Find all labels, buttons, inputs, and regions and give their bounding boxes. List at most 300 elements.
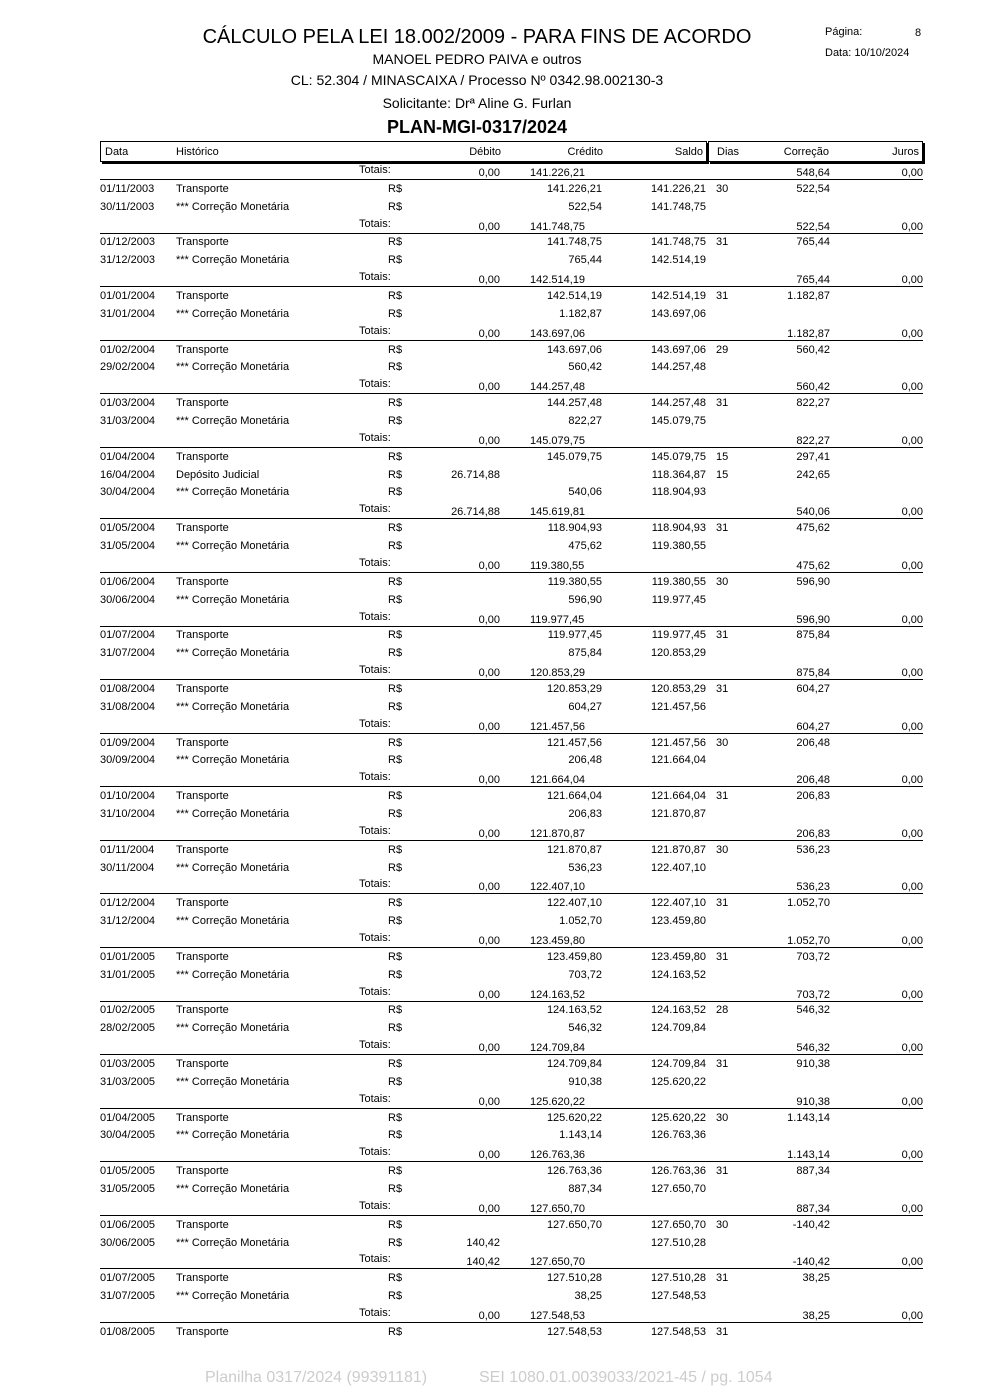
totals-juros: 0,00 <box>901 667 923 680</box>
row-date: 01/12/2004 <box>100 897 156 910</box>
row-credito: 1.182,87 <box>559 307 602 320</box>
row-historico: Depósito Judicial <box>176 468 260 481</box>
totals-debito: 0,00 <box>478 381 500 394</box>
row-dias: 31 <box>716 1325 729 1338</box>
totals-debito: 0,00 <box>478 667 500 680</box>
row-saldo: 125.620,22 <box>650 1111 706 1124</box>
row-saldo: 141.748,75 <box>650 236 706 249</box>
totals-correcao: 765,44 <box>796 274 830 287</box>
row-dias: 31 <box>716 236 729 249</box>
row-credito: 127.548,53 <box>546 1325 602 1338</box>
totals-correcao: 540,06 <box>796 506 830 519</box>
row-currency: R$ <box>388 915 403 928</box>
totals-label: Totais: <box>359 1146 391 1159</box>
row-historico: Transporte <box>176 397 229 410</box>
row-dias: 31 <box>716 790 729 803</box>
row-historico: *** Correção Monetária <box>176 486 290 499</box>
totals-debito: 0,00 <box>478 613 500 626</box>
row-currency: R$ <box>388 415 403 428</box>
requester-line: Solicitante: Drª Aline G. Furlan <box>382 95 572 111</box>
table-row <box>0 681 989 698</box>
totals-label: Totais: <box>359 1199 391 1212</box>
column-header-left-box <box>100 141 707 162</box>
row-currency: R$ <box>388 1325 403 1338</box>
row-historico: *** Correção Monetária <box>176 415 290 428</box>
totals-row <box>100 770 923 787</box>
row-debito: 140,42 <box>466 1236 500 1249</box>
row-currency: R$ <box>388 1111 403 1124</box>
totals-correcao: 522,54 <box>796 220 830 233</box>
row-credito: 38,25 <box>574 1290 602 1303</box>
totals-correcao: 887,34 <box>796 1202 830 1215</box>
row-currency: R$ <box>388 236 403 249</box>
row-date: 01/09/2004 <box>100 736 156 749</box>
totals-label: Totais: <box>359 1039 391 1052</box>
row-historico: Transporte <box>176 736 229 749</box>
row-credito: 1.143,14 <box>559 1129 602 1142</box>
row-saldo: 118.364,87 <box>651 468 706 481</box>
row-credito: 124.709,84 <box>546 1058 602 1070</box>
row-currency: R$ <box>388 522 403 535</box>
row-dias: 30 <box>716 736 729 749</box>
row-dias: 31 <box>716 682 729 695</box>
row-date: 30/04/2004 <box>100 486 156 499</box>
row-date: 01/06/2004 <box>100 575 156 588</box>
col-debito: Débito <box>469 146 501 158</box>
table-row <box>0 252 989 269</box>
row-correcao: 875,84 <box>796 629 830 642</box>
totals-label: Totais: <box>359 431 391 444</box>
row-historico: Transporte <box>176 682 229 695</box>
row-saldo: 123.459,80 <box>650 915 706 928</box>
totals-juros: 0,00 <box>901 1310 923 1323</box>
row-currency: R$ <box>388 593 403 606</box>
totals-debito: 0,00 <box>478 827 500 840</box>
totals-credito: 122.407,10 <box>530 881 586 894</box>
row-saldo: 127.650,70 <box>650 1183 706 1196</box>
row-date: 16/04/2004 <box>100 468 156 481</box>
row-credito: 206,48 <box>568 754 602 767</box>
row-historico: Transporte <box>176 843 229 856</box>
totals-juros: 0,00 <box>901 506 923 519</box>
row-historico: *** Correção Monetária <box>176 593 290 606</box>
table-row <box>0 306 989 323</box>
row-date: 01/08/2005 <box>100 1325 156 1338</box>
col-data: Data <box>105 146 129 158</box>
row-currency: R$ <box>388 1165 403 1178</box>
col-credito: Crédito <box>567 146 603 158</box>
row-saldo: 123.459,80 <box>650 950 706 963</box>
totals-credito: 127.548,53 <box>530 1310 586 1323</box>
totals-row <box>100 1038 923 1055</box>
table-row <box>0 895 989 912</box>
row-correcao: 604,27 <box>796 682 830 695</box>
row-currency: R$ <box>388 700 403 713</box>
row-credito: 875,84 <box>568 647 602 660</box>
row-saldo: 141.748,75 <box>650 200 706 213</box>
totals-juros: 0,00 <box>901 988 923 1001</box>
row-date: 30/06/2004 <box>100 593 156 606</box>
row-saldo: 144.257,48 <box>650 361 706 374</box>
table-row <box>0 181 989 198</box>
totals-debito: 0,00 <box>478 934 500 947</box>
totals-credito: 121.870,87 <box>530 827 586 840</box>
row-historico: Transporte <box>176 575 229 588</box>
totals-juros: 0,00 <box>901 1095 923 1108</box>
totals-label: Totais: <box>359 556 391 569</box>
row-currency: R$ <box>388 897 403 910</box>
row-saldo: 145.079,75 <box>650 450 706 463</box>
row-credito: 141.748,75 <box>546 236 602 249</box>
row-date: 31/03/2004 <box>100 415 156 428</box>
plan-code: PLAN-MGI-0317/2024 <box>386 117 568 137</box>
row-currency: R$ <box>388 1218 403 1231</box>
table-row <box>0 413 989 430</box>
totals-row <box>100 1306 923 1323</box>
row-currency: R$ <box>388 682 403 695</box>
row-date: 31/07/2005 <box>100 1290 156 1303</box>
row-saldo: 121.457,56 <box>650 700 706 713</box>
row-date: 30/11/2003 <box>100 200 155 213</box>
row-saldo: 121.664,04 <box>650 790 706 803</box>
row-dias: 31 <box>716 897 729 910</box>
totals-juros: 0,00 <box>901 327 923 340</box>
row-saldo: 141.226,21 <box>650 182 706 195</box>
row-currency: R$ <box>388 1236 403 1249</box>
row-saldo: 118.904,93 <box>651 486 706 499</box>
row-historico: Transporte <box>176 343 229 356</box>
row-correcao: 703,72 <box>796 950 830 963</box>
row-credito: 522,54 <box>568 200 602 213</box>
row-correcao: -140,42 <box>792 1218 830 1231</box>
row-date: 01/01/2004 <box>100 290 156 303</box>
row-historico: *** Correção Monetária <box>176 1129 290 1142</box>
row-credito: 145.079,75 <box>546 450 602 463</box>
totals-correcao: 206,83 <box>796 827 830 840</box>
row-historico: Transporte <box>176 629 229 642</box>
row-credito: 124.163,52 <box>546 1004 602 1017</box>
row-historico: *** Correção Monetária <box>176 754 290 767</box>
row-dias: 31 <box>716 1272 729 1285</box>
row-historico: Transporte <box>176 1218 229 1231</box>
row-currency: R$ <box>388 629 403 642</box>
totals-row <box>100 270 923 287</box>
totals-juros: 0,00 <box>901 774 923 787</box>
row-historico: *** Correção Monetária <box>176 861 290 874</box>
row-credito: 142.514,19 <box>546 290 602 303</box>
row-historico: Transporte <box>176 290 229 303</box>
row-dias: 30 <box>716 182 729 195</box>
row-date: 29/02/2004 <box>100 361 156 374</box>
row-debito: 26.714,88 <box>451 468 500 481</box>
row-historico: *** Correção Monetária <box>176 200 290 213</box>
row-date: 01/04/2004 <box>100 450 156 463</box>
totals-correcao: 1.182,87 <box>787 327 830 340</box>
table-row <box>0 949 989 966</box>
totals-row <box>100 324 923 341</box>
table-row <box>0 735 989 752</box>
totals-juros: 0,00 <box>901 274 923 287</box>
row-historico: Transporte <box>176 236 229 249</box>
row-correcao: 546,32 <box>796 1004 830 1017</box>
row-date: 01/02/2005 <box>100 1004 156 1017</box>
row-date: 01/06/2005 <box>100 1218 156 1231</box>
row-date: 01/07/2005 <box>100 1272 156 1285</box>
col-historico: Histórico <box>176 146 219 158</box>
row-historico: *** Correção Monetária <box>176 968 290 981</box>
row-dias: 31 <box>716 950 729 963</box>
totals-debito: 0,00 <box>478 1310 500 1323</box>
totals-credito: 144.257,48 <box>530 381 586 394</box>
row-date: 31/03/2005 <box>100 1075 156 1088</box>
totals-debito: 140,42 <box>466 1256 500 1269</box>
totals-credito: 124.709,84 <box>530 1042 586 1055</box>
table-row <box>0 1127 989 1144</box>
table-row <box>0 1002 989 1019</box>
row-historico: *** Correção Monetária <box>176 540 290 553</box>
totals-correcao: 548,64 <box>796 167 830 179</box>
row-saldo: 119.380,55 <box>651 575 706 588</box>
row-correcao: 596,90 <box>796 575 830 588</box>
totals-credito: 121.457,56 <box>530 720 586 733</box>
totals-label: Totais: <box>359 1253 391 1266</box>
row-dias: 28 <box>716 1004 729 1017</box>
totals-juros: 0,00 <box>901 934 923 947</box>
row-date: 30/11/2004 <box>100 861 155 874</box>
row-historico: *** Correção Monetária <box>176 1183 290 1196</box>
row-currency: R$ <box>388 1290 403 1303</box>
totals-label: Totais: <box>359 1307 391 1320</box>
totals-credito: 127.650,70 <box>530 1202 586 1215</box>
row-historico: *** Correção Monetária <box>176 1022 290 1035</box>
row-saldo: 124.163,52 <box>650 1004 706 1017</box>
totals-label: Totais: <box>359 771 391 784</box>
row-historico: Transporte <box>176 950 229 963</box>
row-date: 01/11/2003 <box>100 182 155 195</box>
totals-correcao: 38,25 <box>802 1310 830 1323</box>
table-row <box>0 342 989 359</box>
col-juros: Juros <box>892 146 919 158</box>
row-saldo: 127.510,28 <box>650 1236 706 1249</box>
row-date: 31/05/2004 <box>100 540 156 553</box>
footer-sei: SEI 1080.01.0039033/2021-45 / pg. 1054 <box>479 1369 773 1386</box>
totals-juros: 0,00 <box>901 613 923 626</box>
table-row <box>0 467 989 484</box>
row-date: 01/03/2005 <box>100 1058 156 1070</box>
row-dias: 31 <box>716 1165 729 1178</box>
totals-debito: 0,00 <box>478 274 500 287</box>
totals-label: Totais: <box>359 378 391 391</box>
row-date: 01/10/2004 <box>100 790 156 803</box>
row-correcao: 560,42 <box>796 343 830 356</box>
row-saldo: 124.163,52 <box>650 968 706 981</box>
row-currency: R$ <box>388 1129 403 1142</box>
row-dias: 15 <box>716 468 729 481</box>
row-saldo: 127.548,53 <box>650 1290 706 1303</box>
row-currency: R$ <box>388 861 403 874</box>
table-row <box>0 449 989 466</box>
row-date: 31/10/2004 <box>100 807 156 820</box>
totals-credito: 126.763,36 <box>530 1149 586 1162</box>
row-credito: 127.510,28 <box>546 1272 602 1285</box>
totals-row <box>100 377 923 394</box>
row-credito: 125.620,22 <box>546 1111 602 1124</box>
row-currency: R$ <box>388 968 403 981</box>
row-credito: 118.904,93 <box>547 522 602 535</box>
row-currency: R$ <box>388 1075 403 1088</box>
totals-correcao: 475,62 <box>796 559 830 572</box>
row-dias: 31 <box>716 629 729 642</box>
totals-label: Totais: <box>359 1092 391 1105</box>
row-credito: 910,38 <box>568 1075 602 1088</box>
totals-correcao: 703,72 <box>796 988 830 1001</box>
totals-credito: 124.163,52 <box>530 988 586 1001</box>
row-date: 31/07/2004 <box>100 647 156 660</box>
table-row <box>0 1235 989 1252</box>
row-saldo: 122.407,10 <box>650 897 706 910</box>
table-row <box>0 967 989 984</box>
row-dias: 15 <box>716 450 729 463</box>
row-date: 01/11/2004 <box>100 843 155 856</box>
totals-credito: 142.514,19 <box>530 274 586 287</box>
totals-debito: 0,00 <box>478 988 500 1001</box>
row-historico: Transporte <box>176 1165 229 1178</box>
table-row <box>0 592 989 609</box>
totals-debito: 0,00 <box>478 720 500 733</box>
totals-label: Totais: <box>359 271 391 284</box>
table-row <box>0 359 989 376</box>
row-saldo: 124.709,84 <box>650 1022 706 1035</box>
col-dias: Dias <box>717 146 740 158</box>
totals-label: Totais: <box>359 878 391 891</box>
row-date: 30/06/2005 <box>100 1236 156 1249</box>
row-correcao: 887,34 <box>796 1165 830 1178</box>
row-credito: 119.977,45 <box>547 629 602 642</box>
totals-juros: 0,00 <box>901 434 923 447</box>
page-label: Página: <box>825 26 863 38</box>
row-credito: 143.697,06 <box>546 343 602 356</box>
row-correcao: 522,54 <box>796 182 830 195</box>
row-credito: 822,27 <box>568 415 602 428</box>
totals-juros: 0,00 <box>901 1042 923 1055</box>
row-correcao: 910,38 <box>796 1058 830 1070</box>
row-historico: *** Correção Monetária <box>176 647 290 660</box>
totals-row <box>100 1145 923 1162</box>
row-saldo: 144.257,48 <box>650 397 706 410</box>
row-historico: Transporte <box>176 790 229 803</box>
row-credito: 536,23 <box>568 861 602 874</box>
row-currency: R$ <box>388 254 403 267</box>
totals-credito: 119.977,45 <box>530 613 585 626</box>
row-historico: Transporte <box>176 897 229 910</box>
totals-debito: 0,00 <box>478 1202 500 1215</box>
totals-credito: 119.380,55 <box>530 559 585 572</box>
row-currency: R$ <box>388 540 403 553</box>
totals-row <box>100 556 923 573</box>
row-historico: Transporte <box>176 1325 229 1338</box>
row-date: 01/02/2004 <box>100 343 156 356</box>
row-correcao: 1.052,70 <box>787 897 830 910</box>
row-historico: *** Correção Monetária <box>176 915 290 928</box>
totals-label: Totais: <box>359 610 391 623</box>
row-saldo: 126.763,36 <box>650 1129 706 1142</box>
row-saldo: 126.763,36 <box>650 1165 706 1178</box>
row-correcao: 297,41 <box>796 450 830 463</box>
totals-correcao: 560,42 <box>796 381 830 394</box>
row-saldo: 121.664,04 <box>650 754 706 767</box>
row-dias: 30 <box>716 843 729 856</box>
totals-debito: 0,00 <box>478 881 500 894</box>
table-row <box>0 842 989 859</box>
row-saldo: 121.870,87 <box>650 843 706 856</box>
totals-juros: 0,00 <box>901 827 923 840</box>
row-historico: Transporte <box>176 522 229 535</box>
totals-debito: 0,00 <box>478 1095 500 1108</box>
table-row <box>0 1217 989 1234</box>
row-credito: 121.664,04 <box>546 790 602 803</box>
table-row <box>0 1020 989 1037</box>
totals-row <box>100 824 923 841</box>
col-correcao: Correção <box>783 146 829 158</box>
row-dias: 29 <box>716 343 729 356</box>
table-row <box>0 913 989 930</box>
row-date: 01/04/2005 <box>100 1111 156 1124</box>
row-currency: R$ <box>388 950 403 963</box>
row-credito: 121.870,87 <box>546 843 602 856</box>
table-row <box>0 645 989 662</box>
row-historico: Transporte <box>176 1058 229 1070</box>
totals-credito: 123.459,80 <box>530 934 586 947</box>
totals-label: Totais: <box>359 503 391 516</box>
row-date: 01/07/2004 <box>100 629 156 642</box>
table-row <box>0 520 989 537</box>
row-historico: *** Correção Monetária <box>176 307 290 320</box>
table-row <box>0 234 989 251</box>
row-credito: 475,62 <box>568 540 602 553</box>
totals-row <box>100 163 923 180</box>
totals-juros: 0,00 <box>901 1202 923 1215</box>
row-correcao: 206,83 <box>796 790 830 803</box>
row-credito: 887,34 <box>568 1183 602 1196</box>
row-saldo: 120.853,29 <box>650 647 706 660</box>
row-historico: Transporte <box>176 1272 229 1285</box>
row-date: 01/03/2004 <box>100 397 156 410</box>
totals-debito: 0,00 <box>478 774 500 787</box>
row-currency: R$ <box>388 843 403 856</box>
row-credito: 123.459,80 <box>546 950 602 963</box>
totals-credito: 145.619,81 <box>530 506 586 519</box>
row-saldo: 142.514,19 <box>650 290 706 303</box>
row-saldo: 121.457,56 <box>650 736 706 749</box>
row-saldo: 142.514,19 <box>650 254 706 267</box>
row-saldo: 119.977,45 <box>651 629 706 642</box>
row-correcao: 765,44 <box>796 236 830 249</box>
totals-label: Totais: <box>359 164 391 176</box>
totals-correcao: -140,42 <box>792 1256 830 1269</box>
totals-row <box>100 1092 923 1109</box>
row-saldo: 125.620,22 <box>650 1075 706 1088</box>
totals-row <box>100 1252 923 1269</box>
totals-label: Totais: <box>359 824 391 837</box>
row-credito: 122.407,10 <box>546 897 602 910</box>
row-currency: R$ <box>388 1183 403 1196</box>
table-row <box>0 288 989 305</box>
row-currency: R$ <box>388 290 403 303</box>
table-row <box>0 1324 989 1341</box>
row-correcao: 38,25 <box>802 1272 830 1285</box>
row-credito: 206,83 <box>568 807 602 820</box>
row-credito: 121.457,56 <box>546 736 602 749</box>
